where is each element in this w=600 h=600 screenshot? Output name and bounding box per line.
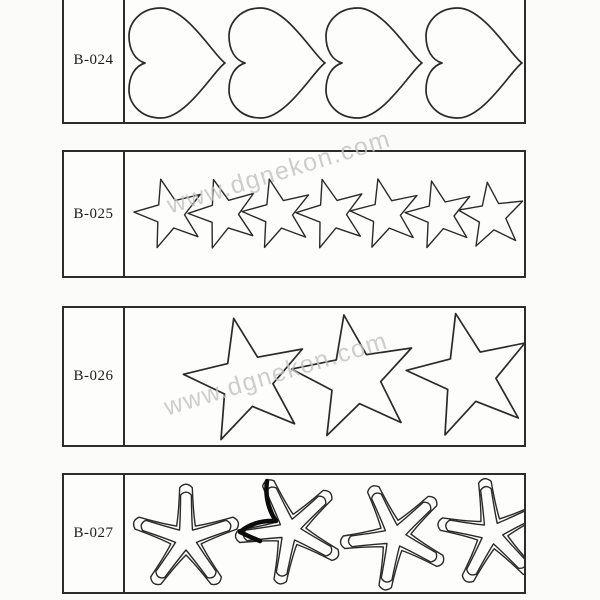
item-code: B-027 — [73, 525, 114, 541]
small-star-row-drawing — [64, 152, 524, 276]
panel-b-024 — [62, 0, 526, 124]
starfish-inner-contour — [243, 487, 331, 576]
heart-row-drawing — [64, 0, 524, 122]
watermark-text: www.dgnekon.com — [163, 124, 395, 220]
label-cell-b-025 — [64, 152, 125, 276]
starfish-dark-stroke — [240, 481, 276, 541]
star-icon — [183, 318, 302, 439]
heart-icon — [426, 8, 522, 118]
starfish-icon — [236, 480, 339, 584]
heart-icon — [129, 8, 225, 118]
starfish-icon — [341, 486, 444, 590]
starfish-row-drawing — [64, 475, 524, 592]
star-icon — [292, 315, 412, 436]
starfish-inner-contour — [141, 492, 231, 578]
item-code: B-025 — [73, 205, 114, 222]
star-icon — [406, 314, 524, 435]
panel-b-027 — [62, 473, 526, 594]
star-icon — [459, 182, 523, 246]
star-icon — [188, 180, 254, 248]
item-code: B-024 — [73, 51, 114, 68]
heart-icon — [229, 8, 325, 118]
panel-b-026 — [62, 306, 526, 447]
starfish-inner-contour — [348, 493, 436, 582]
panel-b-025 — [62, 150, 526, 278]
large-star-row-drawing — [64, 308, 524, 445]
label-cell-b-024 — [64, 0, 125, 122]
label-cell-b-027 — [64, 475, 125, 592]
item-code: B-026 — [73, 368, 114, 384]
label-cell-b-026 — [64, 308, 125, 445]
heart-icon — [326, 8, 422, 118]
small-stars-svg — [64, 152, 524, 276]
starfish-icon — [134, 484, 239, 584]
star-icon — [405, 181, 470, 248]
starfish-svg — [64, 475, 524, 592]
star-icon — [134, 179, 200, 247]
large-stars-svg — [64, 308, 524, 445]
hearts-svg — [64, 0, 524, 122]
watermark-text: www.dgnekon.com — [160, 326, 392, 422]
